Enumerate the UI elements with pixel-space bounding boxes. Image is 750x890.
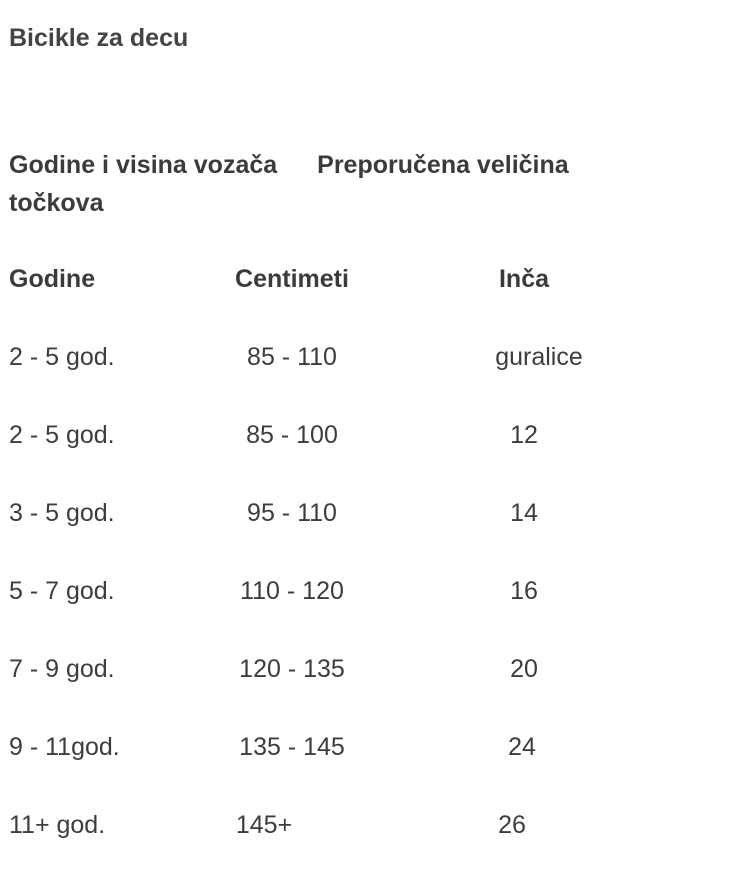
- cell-height: 85 - 100: [246, 421, 338, 449]
- cell-height: 135 - 145: [239, 733, 345, 761]
- header-inches: Inča: [498, 265, 550, 293]
- table-row: [0, 340, 750, 374]
- table-row: [0, 808, 750, 842]
- cell-wheel-size: 12: [510, 421, 538, 449]
- cell-height: 145+: [235, 811, 293, 839]
- page-title: Bicikle za decu: [9, 24, 189, 52]
- cell-wheel-size: 20: [510, 655, 538, 683]
- table-header-row: [0, 262, 750, 296]
- header-centimeters: Centimeti: [235, 265, 349, 293]
- table-row: [0, 418, 750, 452]
- cell-height: 110 - 120: [240, 577, 344, 605]
- table-row: [0, 496, 750, 530]
- cell-age: 5 - 7 god.: [9, 577, 115, 605]
- cell-wheel-size: 26: [498, 811, 526, 839]
- cell-age: 7 - 9 god.: [9, 655, 115, 683]
- cell-wheel-size: 14: [510, 499, 538, 527]
- cell-age: 9 - 11god.: [9, 733, 120, 761]
- cell-height: 85 - 110: [247, 343, 337, 371]
- cell-age: 11+ god.: [9, 811, 106, 839]
- intro-heading-wrap: točkova: [9, 189, 104, 217]
- cell-wheel-size: 24: [508, 733, 536, 761]
- cell-wheel-size: 16: [510, 577, 538, 605]
- table-row: [0, 652, 750, 686]
- table-row: [0, 574, 750, 608]
- table-row: [0, 730, 750, 764]
- cell-age: 2 - 5 god.: [9, 421, 115, 449]
- cell-age: 3 - 5 god.: [9, 499, 115, 527]
- intro-heading: [9, 146, 709, 222]
- header-age: Godine: [9, 265, 96, 293]
- intro-heading-left: Godine i visina vozača: [9, 151, 278, 179]
- intro-heading-right: Preporučena veličina: [317, 151, 569, 179]
- cell-wheel-size: guralice: [495, 343, 583, 371]
- cell-age: 2 - 5 god.: [9, 343, 115, 371]
- cell-height: 120 - 135: [239, 655, 345, 683]
- cell-height: 95 - 110: [247, 499, 337, 527]
